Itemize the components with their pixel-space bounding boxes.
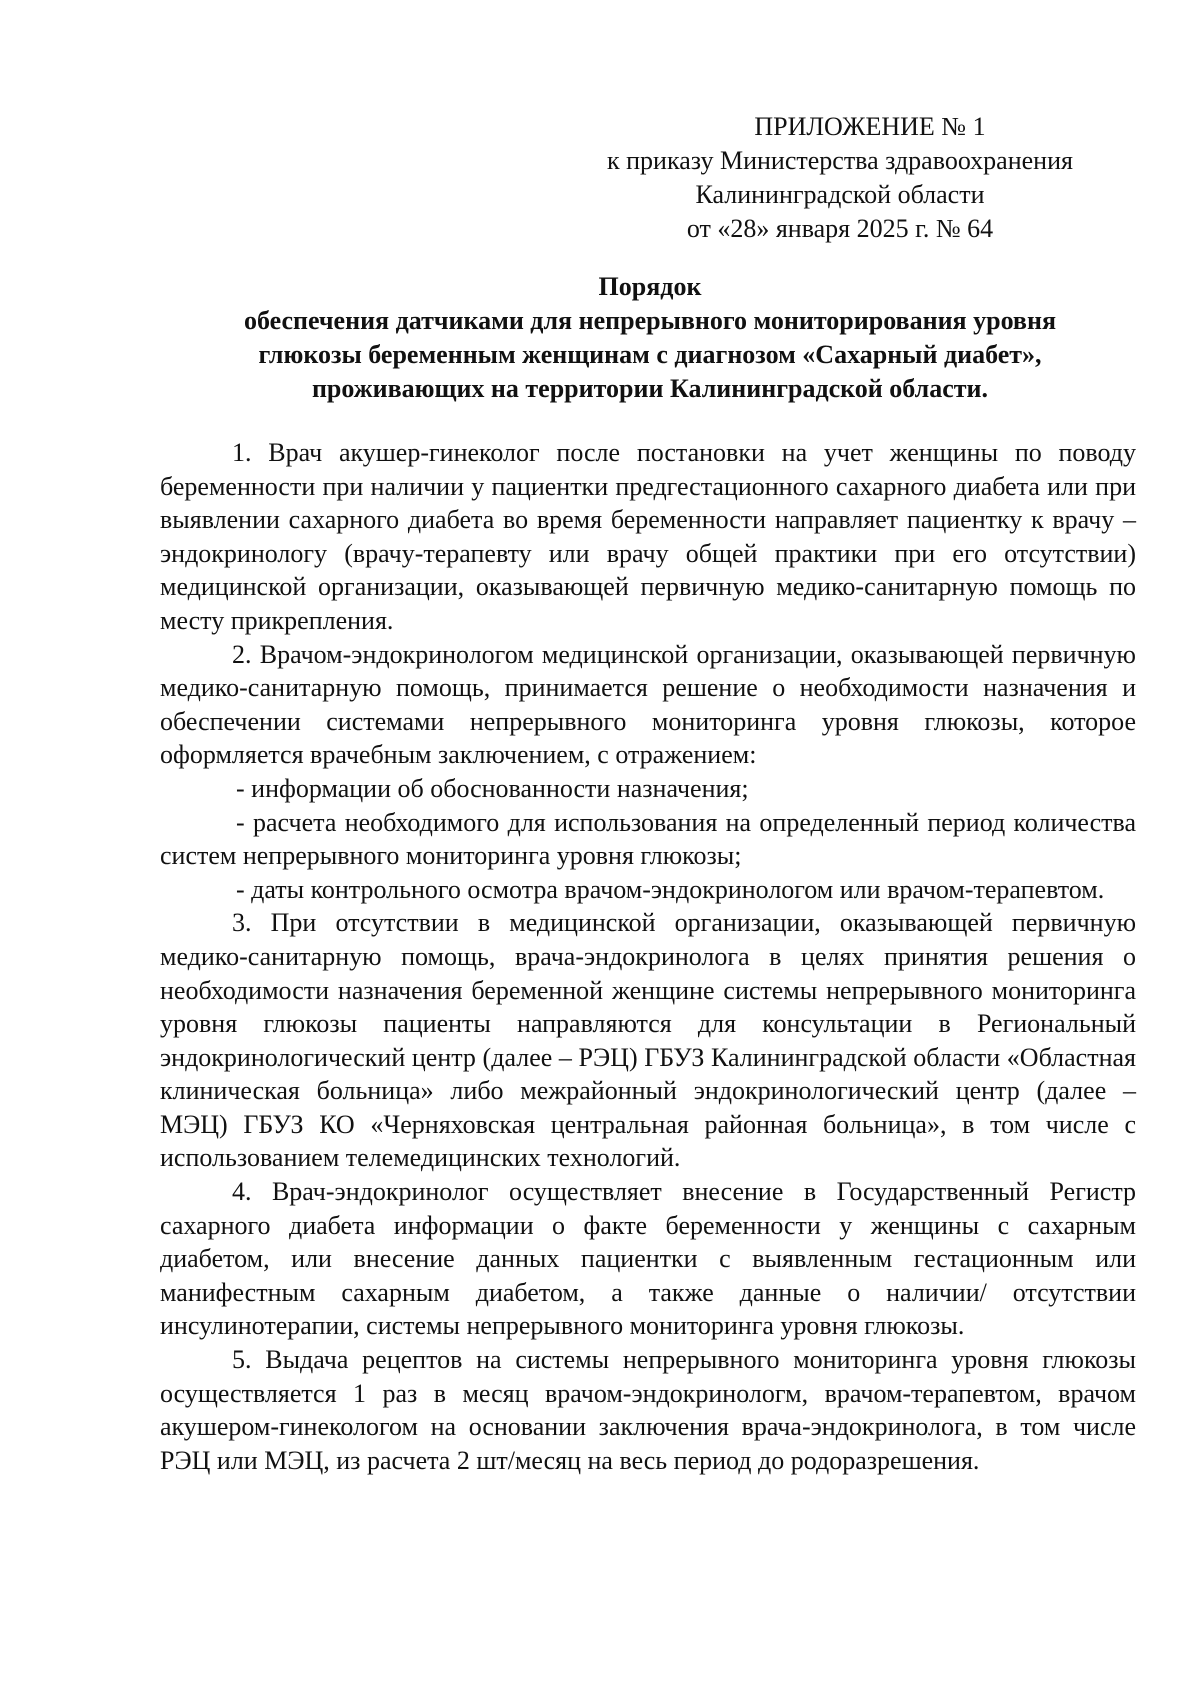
title-line-3: глюкозы беременным женщинам с диагнозом «Сахарный диабет», — [258, 340, 1042, 369]
paragraph-1: 1. Врач акушер-гинеколог после постановки на учет женщины по поводу беременности при наличии у пациентки предгестационного сахарного диабета или при выявлении сахарного диабета во время беременности направляет пациентку к врачу – эндокринологу (врачу-терапевту или врачу общей практики при его отсутствии) медицинской организации, оказывающей первичную медико-санитарную помощь по месту прикрепления. — [160, 438, 1136, 635]
paragraph-5: 5. Выдача рецептов на системы непрерывного мониторинга уровня глюкозы осуществляется 1 раз в месяц врачом-эндокринологм, врачом-терапевтом, врачом акушером-гинекологом на основании заключения врача-эндокринолога, в том числе РЭЦ или МЭЦ, из расчета 2 шт/месяц на весь период до родоразрешения. — [160, 1345, 1136, 1475]
appendix-date-line: от «28» января 2025 г. № 64 — [686, 214, 994, 243]
list-item-control-date: - даты контрольного осмотра врачом-эндокринологом или врачом-терапевтом. — [236, 874, 1105, 904]
title-line-2: обеспечения датчиками для непрерывного мониторирования уровня — [243, 306, 1057, 335]
document-title — [130, 270, 1170, 406]
paragraph-2: 2. Врачом-эндокринологом медицинской организации, оказывающей первичную медико-санитарную помощь, принимается решение о необходимости назначения и обеспечении системами непрерывного мониторинга уровня глюкозы, которое оформляется врачебным заключением, с отражением: — [160, 639, 1136, 770]
appendix-order-line: к приказу Министерства здравоохранения — [607, 146, 1073, 175]
appendix-title: ПРИЛОЖЕНИЕ № 1 — [754, 112, 986, 141]
document-body — [160, 436, 1136, 1477]
list-item-calculation: - расчета необходимого для использования на определенный период количества систем непрерывного мониторинга уровня глюкозы; — [160, 807, 1136, 871]
title-line-4: проживающих на территории Калининградской области. — [311, 374, 989, 403]
approval-block — [560, 110, 1120, 246]
list-item-justification: - информации об обоснованности назначения; — [236, 773, 749, 803]
appendix-region-line: Калининградской области — [695, 180, 985, 209]
paragraph-4: 4. Врач-эндокринолог осуществляет внесение в Государственный Регистр сахарного диабета информации о факте беременности у женщины с сахарным диабетом, или внесение данных пациентки с выявленным гестационным или манифестным сахарным диабетом, а также данные о наличии/ отсутствии инсулинотерапии, системы непрерывного мониторинга уровня глюкозы. — [160, 1177, 1136, 1341]
paragraph-3: 3. При отсутствии в медицинской организации, оказывающей первичную медико-санитарную помощь, врача-эндокринолога в целях принятия решения о необходимости назначения беременной женщине системы непрерывного мониторинга уровня глюкозы пациенты направляются для консультации в Региональный эндокринологический центр (далее – РЭЦ) ГБУЗ Калининградской области «Областная клиническая больница» либо межрайонный эндокринологический центр (далее – МЭЦ) ГБУЗ КО «Черняховская центральная районная больница», в том числе с использованием телемедицинских технологий. — [160, 908, 1136, 1173]
title-line-1: Порядок — [598, 272, 702, 301]
